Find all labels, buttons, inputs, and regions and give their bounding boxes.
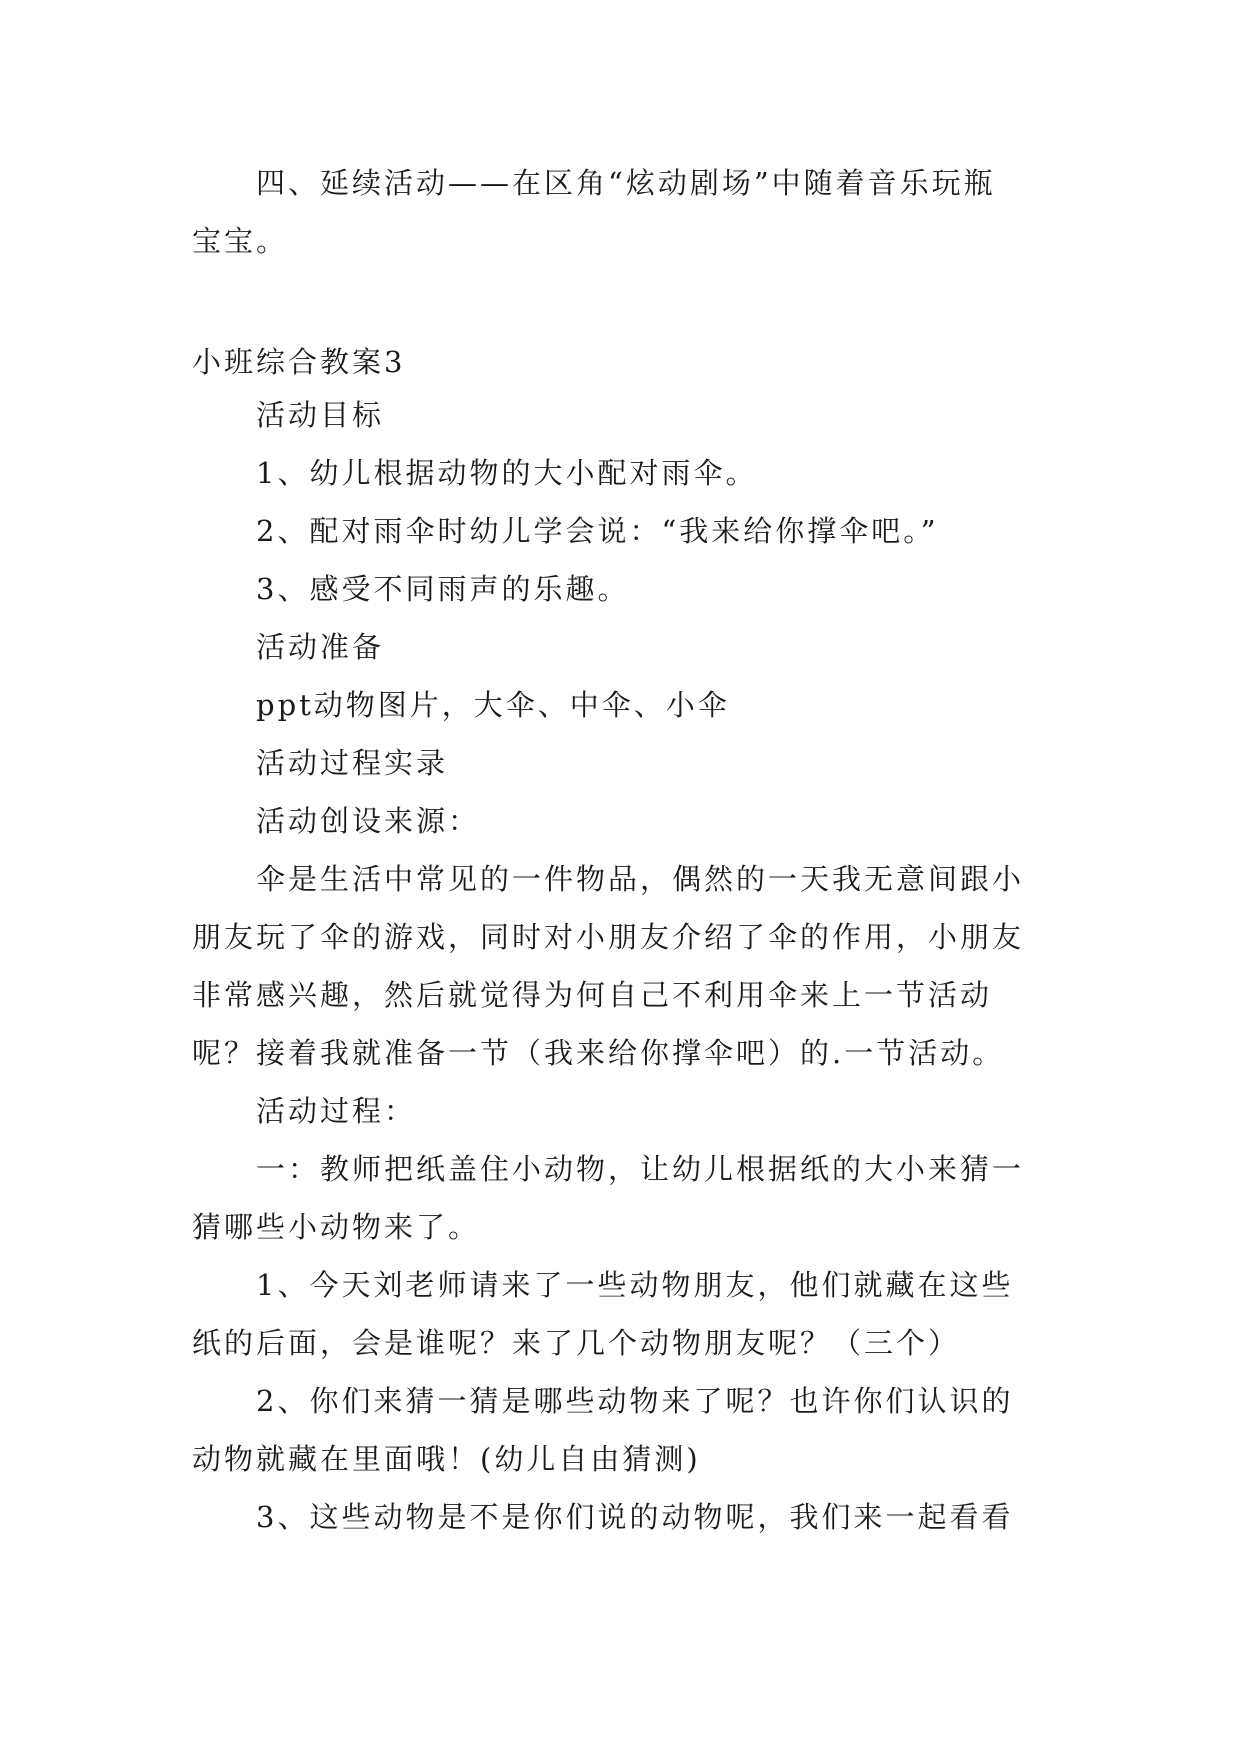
paragraph-line: 活动目标 — [256, 398, 385, 432]
paragraph-line: 活动过程实录 — [256, 746, 449, 780]
paragraph-line: 朋友玩了伞的游戏，同时对小朋友介绍了伞的作用，小朋友 — [192, 920, 1025, 954]
section-title: 小班综合教案3 — [192, 345, 406, 379]
paragraph-line: ppt动物图片，大伞、中伞、小伞 — [256, 688, 730, 722]
paragraph-line: 活动准备 — [256, 630, 385, 664]
paragraph-line: 呢？接着我就准备一节（我来给你撑伞吧）的.一节活动。 — [192, 1036, 1005, 1070]
paragraph-line: 2、你们来猜一猜是哪些动物来了呢？也许你们认识的 — [256, 1384, 1014, 1418]
paragraph-line: 伞是生活中常见的一件物品，偶然的一天我无意间跟小 — [256, 862, 1025, 896]
paragraph-line: 活动创设来源： — [256, 804, 481, 838]
paragraph-line: 四、延续活动——在区角“炫动剧场”中随着音乐玩瓶 — [256, 166, 996, 200]
paragraph-line: 宝宝。 — [192, 224, 289, 258]
paragraph-line: 2、配对雨伞时幼儿学会说：“我来给你撑伞吧。” — [256, 514, 939, 548]
paragraph-line: 1、幼儿根据动物的大小配对雨伞。 — [256, 456, 758, 490]
paragraph-line: 纸的后面，会是谁呢？来了几个动物朋友呢？（三个） — [192, 1326, 961, 1360]
paragraph-line: 3、这些动物是不是你们说的动物呢，我们来一起看看 — [256, 1500, 1014, 1534]
paragraph-line: 1、今天刘老师请来了一些动物朋友，他们就藏在这些 — [256, 1268, 1014, 1302]
paragraph-line: 猜哪些小动物来了。 — [192, 1210, 481, 1244]
paragraph-line: 3、感受不同雨声的乐趣。 — [256, 572, 630, 606]
paragraph-line: 动物就藏在里面哦！(幼儿自由猜测) — [192, 1442, 701, 1476]
paragraph-line: 活动过程： — [256, 1094, 417, 1128]
paragraph-line: 一：教师把纸盖住小动物，让幼儿根据纸的大小来猜一 — [256, 1152, 1025, 1186]
paragraph-line: 非常感兴趣，然后就觉得为何自己不利用伞来上一节活动 — [192, 978, 993, 1012]
